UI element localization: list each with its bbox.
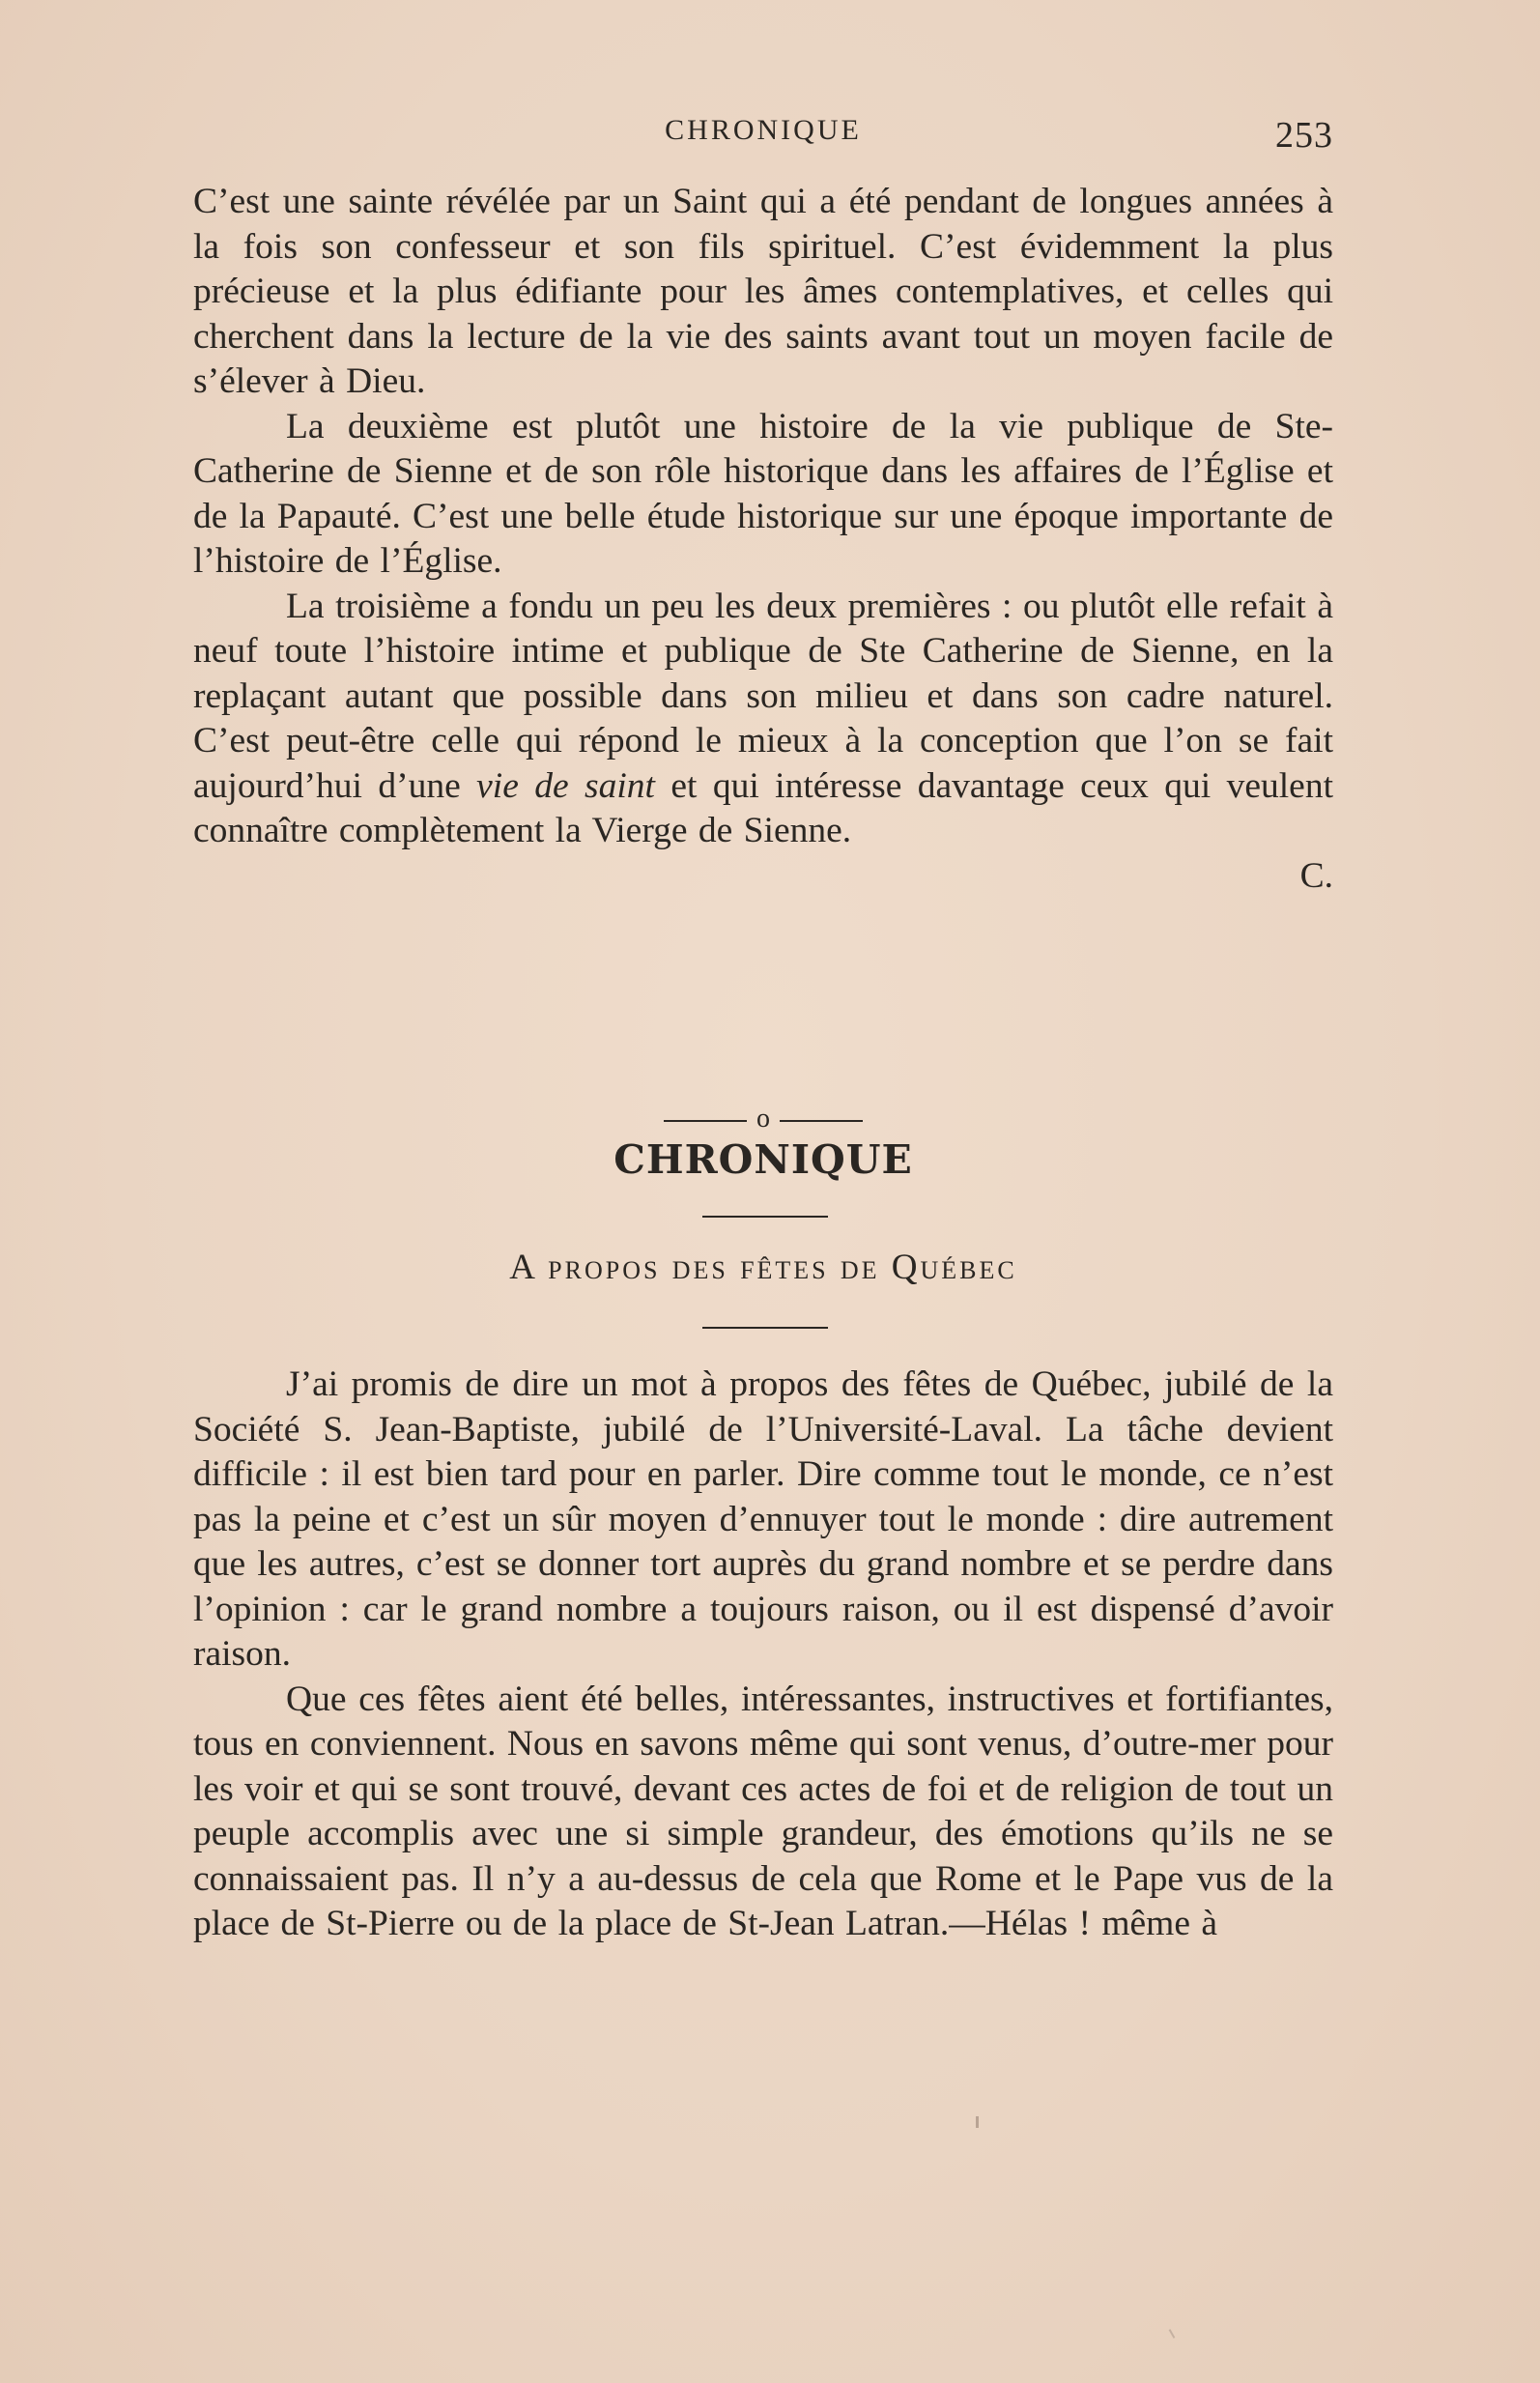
review-text	[193, 180, 1333, 899]
chronicle-text	[193, 1363, 1333, 1947]
paper-speck	[976, 2116, 979, 2128]
page-number: 253	[1275, 115, 1333, 156]
italic-phrase: vie de saint	[476, 765, 655, 806]
section-separator	[193, 1104, 1333, 1134]
paragraph-text: et qui intéresse davantage ceux qui veulent connaître complètement la Vierge de Sienne.	[193, 765, 1334, 850]
section-subtitle: A propos des fêtes de Québec	[509, 1248, 1017, 1287]
running-title: CHRONIQUE	[665, 114, 862, 146]
page-header	[193, 114, 1333, 172]
paragraph: La deuxième est plutôt une histoire de la vie publique de Ste-Catherine de Sienne et de son rôle historique dans les affaires de l’Église et de la Papauté. C’est une belle étude historique sur une époque importante de l’histoire de l’Église.	[193, 406, 1333, 581]
separator-glyph: o	[756, 1104, 770, 1134]
paragraph: C’est une sainte révélée par un Saint qui a été pendant de longues années à la fois son confesseur et son fils spirituel. C’est évidemment la plus précieuse et la plus édifiante pour les âmes contemplatives, et celles qui cherchent dans la lecture de la vie des saints avant tout un moyen facile de s’élever à Dieu.	[193, 182, 1333, 401]
paper-speck	[1169, 2329, 1176, 2339]
separator-line	[664, 1120, 747, 1122]
signature: C.	[1299, 855, 1333, 896]
paragraph-text: La troisième a fondu un peu les deux premières : ou plutôt elle refait à neuf toute l’histoire intime et publique de Ste Catherine de Sienne, en la replaçant autant que possible dans son milieu et dans son cadre naturel. C’est peut-être celle qui répond le mieux à la conception que l’on se fait aujourd’hui d’une	[193, 586, 1333, 806]
paragraph: J’ai promis de dire un mot à propos des fêtes de Québec, jubilé de la Société S. Jean-Baptiste, jubilé de l’Université-Laval. La tâche devient difficile : il est bien tard pour en parler. Dire comme tout le monde, ce n’est pas la peine et c’est un sûr moyen d’ennuyer tout le monde : dire autrement que les autres, c’est se donner tort auprès du grand nombre et se perdre dans l’opinion : car le grand nombre a toujours raison, ou il est dispensé d’avoir raison.	[193, 1364, 1333, 1674]
paragraph: Que ces fêtes aient été belles, intéressantes, instructives et fortifiantes, tous en conviennent. Nous en savons même qui sont venus, d’outre-mer pour les voir et qui se sont trouvé, devant ces actes de foi et de religion de tout un peuple accomplis avec une si simple grandeur, des émotions qu’ils ne se connaissaient pas. Il n’y a au-dessus de cela que Rome et le Pape vus de la place de St-Pierre ou de la place de St-Jean Latran.—Hélas ! même à	[193, 1679, 1333, 1943]
title-rule	[702, 1216, 828, 1218]
separator-line	[780, 1120, 863, 1122]
paragraph	[193, 585, 1333, 854]
subtitle-rule	[702, 1327, 828, 1329]
section-title: CHRONIQUE	[613, 1136, 913, 1183]
